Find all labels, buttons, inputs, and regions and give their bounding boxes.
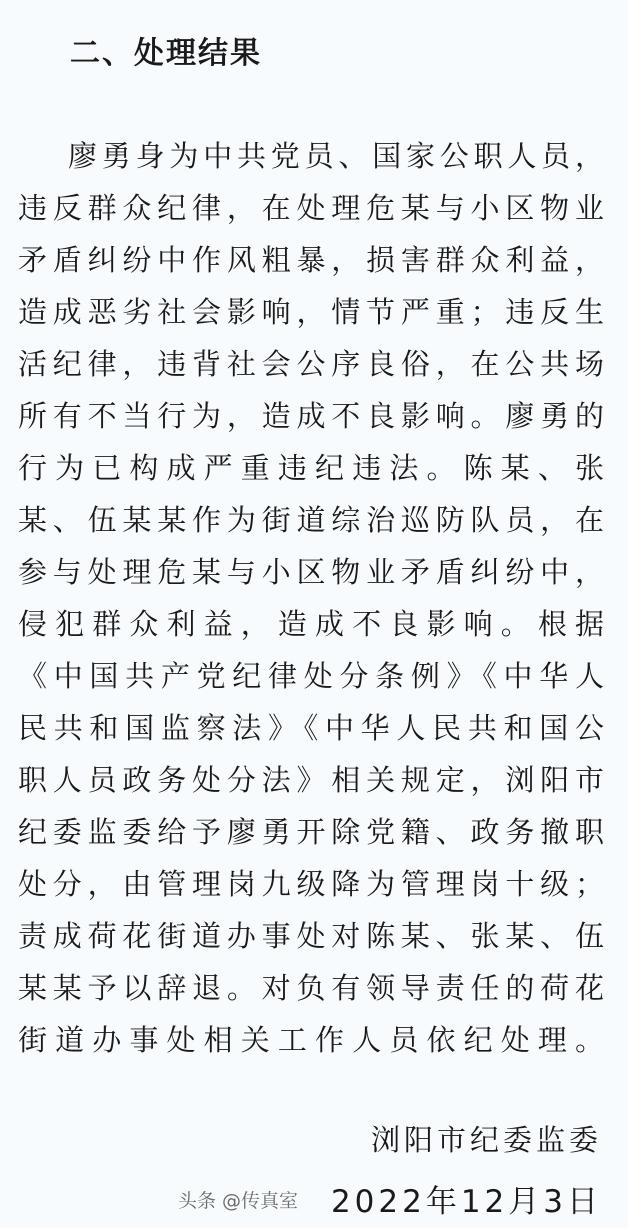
text-line: 参与处理危某与小区物业矛盾纠纷中， bbox=[18, 555, 604, 589]
text-line: 街道办事处相关工作人员依纪处理。 bbox=[18, 1023, 604, 1057]
text-line: 某某予以辞退。对负有领导责任的荷花 bbox=[18, 971, 604, 1005]
text-line: 造成恶劣社会影响，情节严重；违反生 bbox=[18, 295, 604, 329]
section-heading: 二、处理结果 bbox=[70, 36, 262, 71]
text-line: 活纪律，违背社会公序良俗，在公共场 bbox=[18, 347, 604, 381]
signature-date: 2022年12月3日 bbox=[330, 1184, 602, 1220]
text-line: 廖勇身为中共党员、国家公职人员， bbox=[68, 139, 604, 173]
text-line: 纪委监委给予廖勇开除党籍、政务撤职 bbox=[18, 815, 604, 849]
text-line: 处分，由管理岗九级降为管理岗十级； bbox=[18, 867, 604, 901]
body-text bbox=[18, 130, 604, 1066]
text-line: 矛盾纠纷中作风粗暴，损害群众利益， bbox=[18, 243, 604, 277]
watermark: 头条 @传真室 bbox=[177, 1190, 298, 1212]
text-line: 《中国共产党纪律处分条例》《中华人 bbox=[18, 659, 604, 693]
text-line: 违反群众纪律，在处理危某与小区物业 bbox=[18, 191, 604, 225]
text-line: 某、伍某某作为街道综治巡防队员，在 bbox=[18, 503, 604, 537]
text-line: 行为已构成严重违纪违法。陈某、张 bbox=[18, 451, 604, 485]
signature-organization: 浏阳市纪委监委 bbox=[370, 1123, 602, 1157]
text-line: 责成荷花街道办事处对陈某、张某、伍 bbox=[18, 919, 604, 953]
text-line: 侵犯群众利益，造成不良影响。根据 bbox=[18, 607, 604, 641]
text-line: 职人员政务处分法》相关规定，浏阳市 bbox=[18, 763, 604, 797]
text-line: 所有不当行为，造成不良影响。廖勇的 bbox=[18, 399, 604, 433]
text-line: 民共和国监察法》《中华人民共和国公 bbox=[18, 711, 604, 745]
